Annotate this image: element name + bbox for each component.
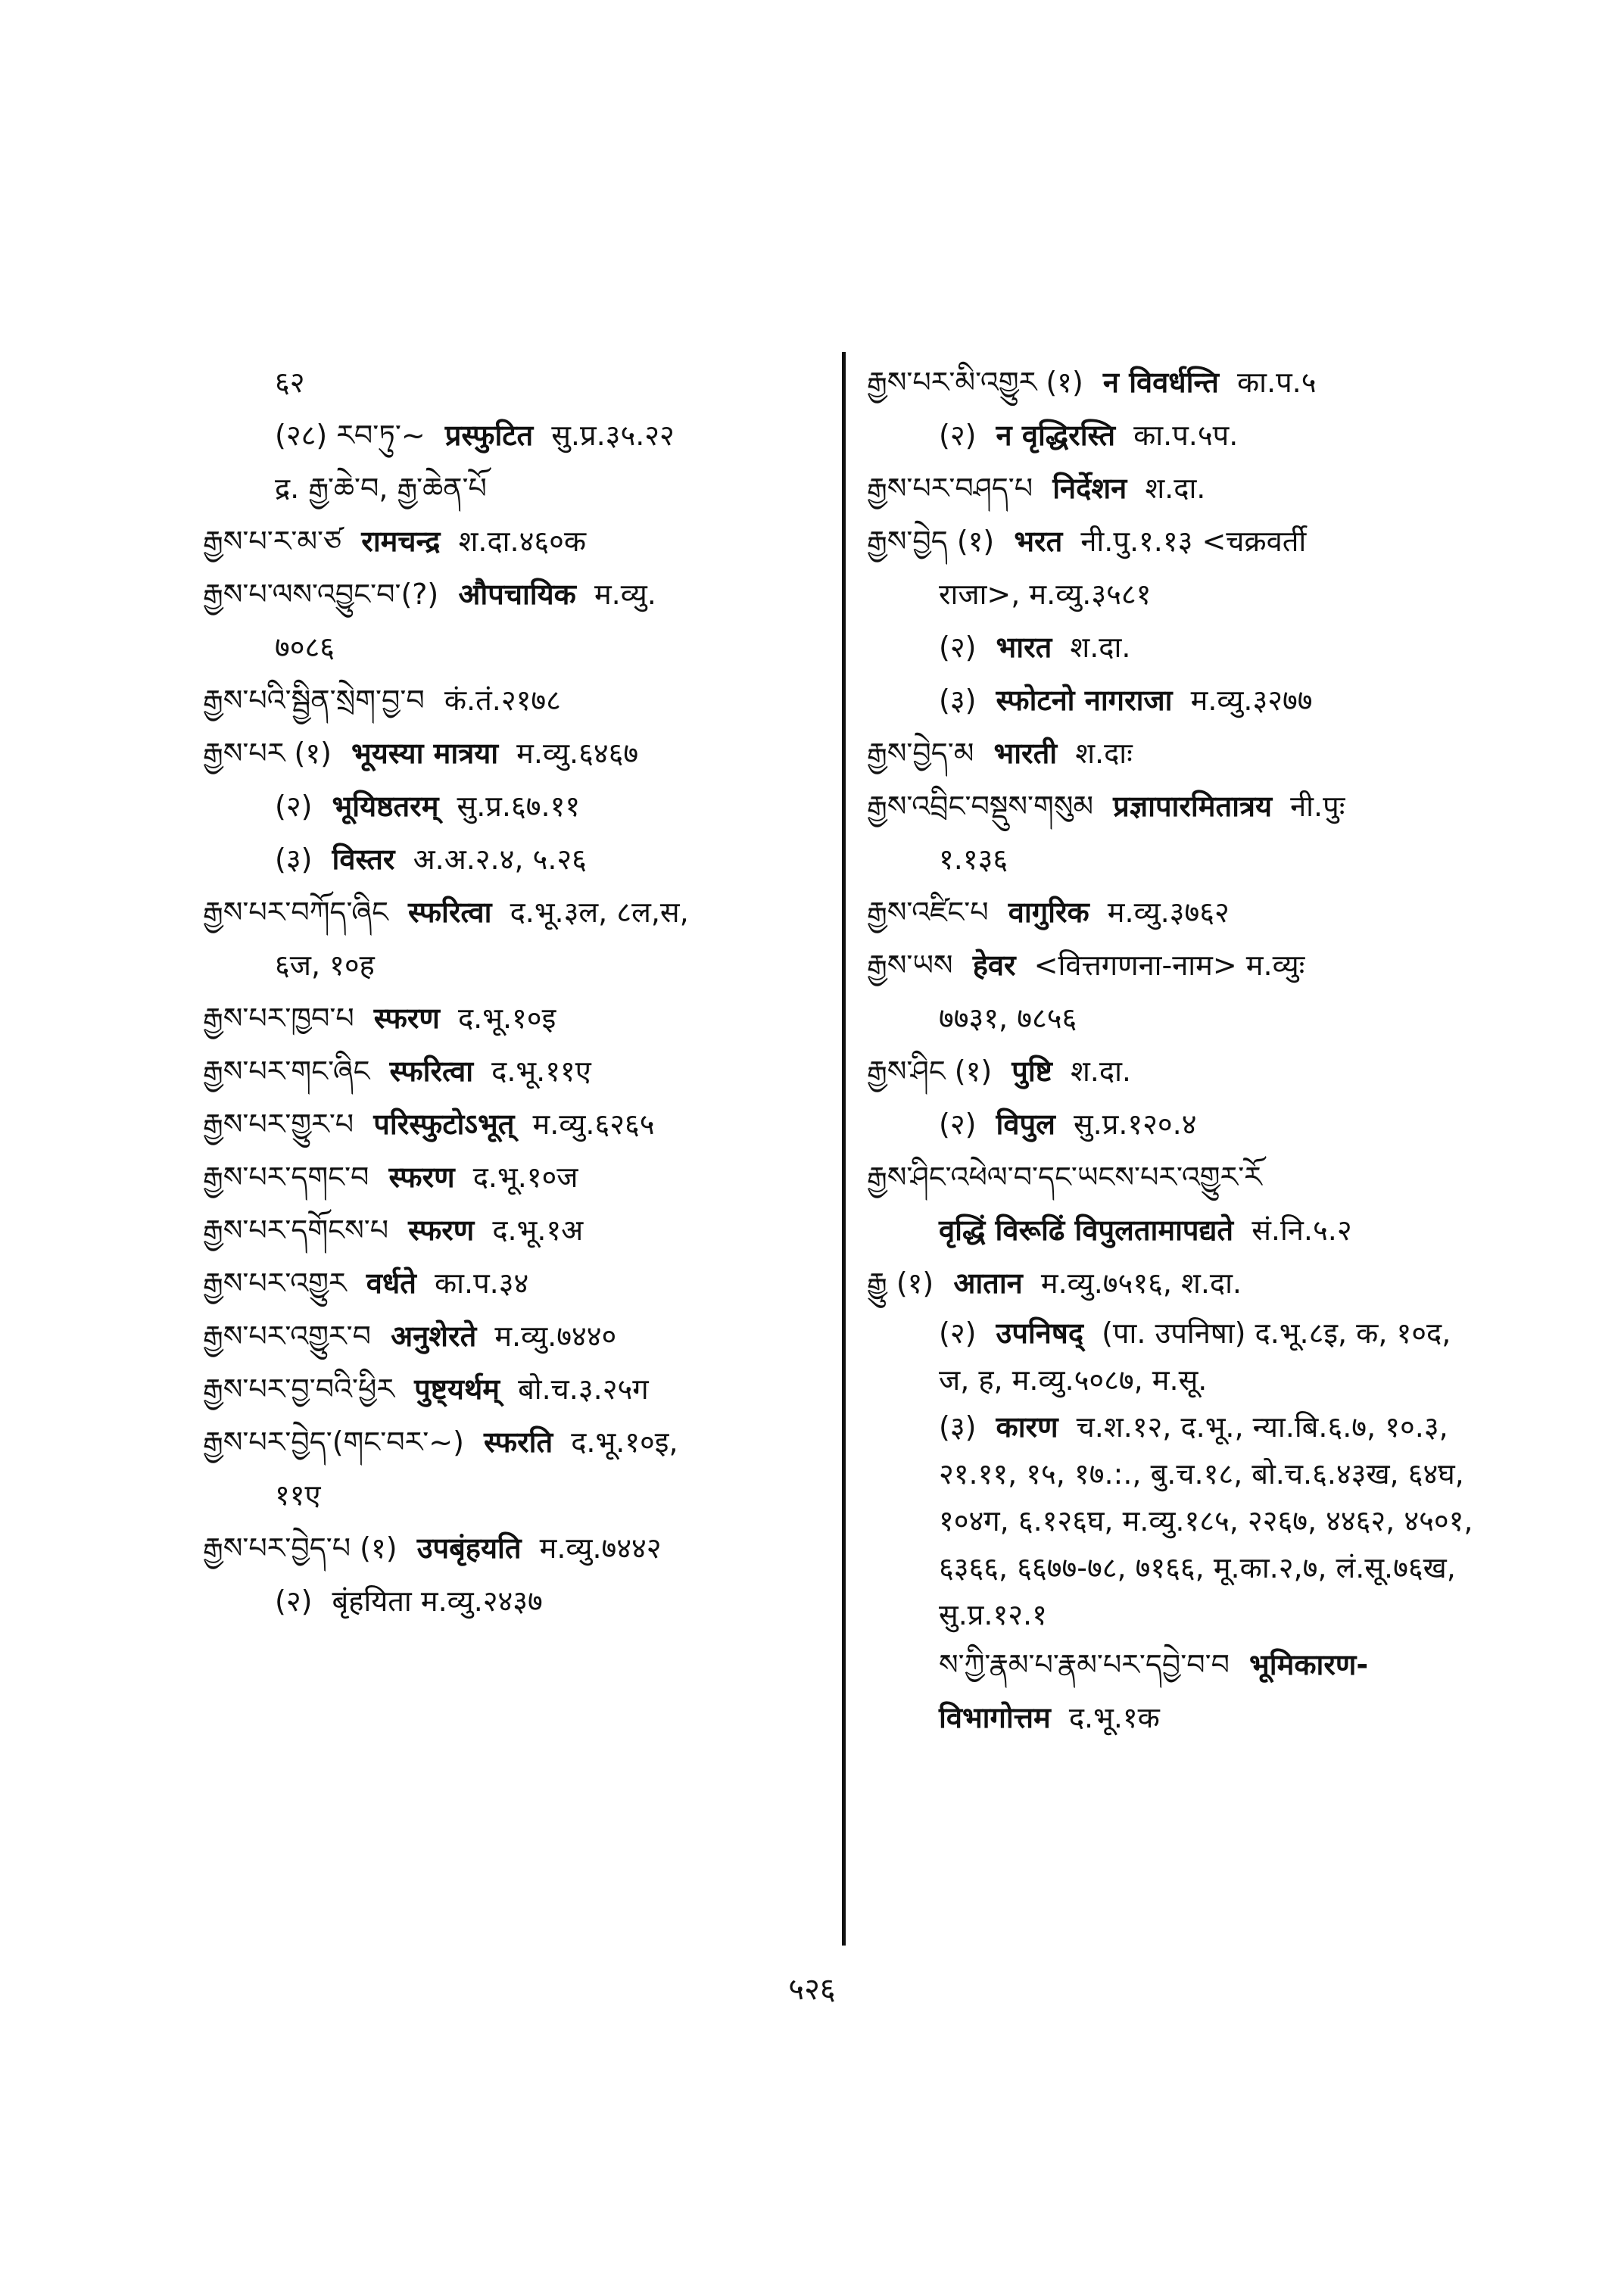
dictionary-entry (203, 1363, 843, 1416)
reference: ६२ (275, 366, 305, 399)
headword: རྒྱས་ཤིང (१) (867, 1055, 993, 1088)
dictionary-entry (203, 1522, 843, 1575)
right-column (867, 356, 1484, 1744)
sanskrit-equivalent: विपुल (996, 1108, 1055, 1141)
reference: श.दा. (1070, 631, 1131, 664)
dictionary-entry (867, 1098, 1484, 1151)
reference: अ.अ.२.४, ५.२६ (413, 843, 587, 876)
headword: རྒྱས་པར་བཤད་པ (867, 472, 1033, 505)
reference: द.भू.१अ (492, 1213, 584, 1247)
dictionary-entry (203, 1204, 843, 1257)
reference: बो.च.३.२५ग (518, 1372, 649, 1406)
reference: श.दा. (1145, 472, 1206, 505)
sanskrit-equivalent: भूमिकारण- (1249, 1648, 1369, 1681)
dictionary-entry (203, 1098, 843, 1151)
headword: རྒྱས་བྱེད་མ (867, 737, 974, 770)
dictionary-entry (203, 1151, 843, 1204)
reference: श.दा.४६०क (458, 525, 587, 558)
headword: (२) (939, 419, 977, 452)
reference: ६ज, १०ह (275, 949, 375, 982)
sanskrit-equivalent: प्रज्ञापारमितात्रय (1113, 790, 1272, 823)
dictionary-entry (203, 674, 843, 727)
dictionary-entry (867, 1638, 1484, 1691)
sanskrit-equivalent: स्फरण (388, 1161, 455, 1194)
sanskrit-equivalent: स्फरित्वा (389, 1055, 474, 1088)
reference: सु.प्र.३५.२२ (551, 419, 675, 452)
dictionary-entry (867, 568, 1484, 621)
reference: च.श.१२, द.भू., न्या.बि.६.७, १०.३, २१.११, १५, १७.:., बु.च.१८, बो.च.६.४३ख, ६४घ, १०४ग, ६.१२६घ, म.व्यु.१८५, २२६७, ४४६२, ४५०१, ६३६६, ६६७७-७८, ७१६६, मू.का.२,७, लं.सू.७६ख, सु.प्र.१२.१ (939, 1410, 1473, 1631)
reference: कं.तं.२१७८ (444, 684, 561, 717)
dictionary-entry (867, 1310, 1484, 1404)
reference: द.भू.१०इ (458, 1002, 556, 1035)
column-divider (842, 352, 846, 1946)
sanskrit-equivalent: वर्धते (366, 1266, 416, 1300)
left-column (203, 356, 843, 1628)
headword: (३) (275, 843, 313, 876)
reference: द.भू.११ए (491, 1055, 591, 1088)
headword: རྒྱས་པ་ལས་འབྱུང་བ་(?) (203, 578, 439, 611)
dictionary-entry (203, 568, 843, 621)
dictionary-entry (203, 1310, 843, 1363)
dictionary-entry (203, 409, 843, 462)
headword: (३) (939, 684, 977, 717)
headword: (२) (275, 790, 313, 823)
dictionary-entry (867, 939, 1484, 992)
headword: རྒྱས་པར་འགྱུར་བ (203, 1319, 371, 1353)
dictionary-entry (867, 1045, 1484, 1098)
sanskrit-equivalent: भारत (996, 631, 1052, 664)
headword: རྒྱས་པར་དགང་བ (203, 1161, 369, 1194)
sanskrit-equivalent: पुष्टि (1011, 1055, 1052, 1088)
sanskrit-equivalent: कारण (996, 1410, 1058, 1444)
sanskrit-equivalent: न वृद्धिरस्ति (996, 419, 1115, 452)
dictionary-entry (203, 356, 843, 409)
reference: १.१३६ (939, 843, 1008, 876)
sanskrit-equivalent: आतान (953, 1266, 1023, 1300)
dictionary-entry (203, 462, 843, 515)
sanskrit-equivalent: भूयिष्ठतरम् (332, 790, 439, 823)
sanskrit-equivalent: स्फरित्वा (407, 896, 492, 929)
dictionary-entry (203, 1045, 843, 1098)
dictionary-entry (867, 1404, 1484, 1638)
dictionary-entry (867, 356, 1484, 409)
reference: का.प.५ (1236, 366, 1317, 399)
dictionary-entry (867, 621, 1484, 674)
reference: म.व्यु.३२७७ (1190, 684, 1313, 717)
sanskrit-equivalent: स्फरति (484, 1425, 553, 1459)
dictionary-entry (867, 727, 1484, 780)
dictionary-entry (203, 621, 843, 674)
sanskrit-equivalent: उपबृंहयति (416, 1531, 522, 1565)
dictionary-entry (203, 1575, 843, 1628)
reference: द.भू.१०इ, (571, 1425, 678, 1459)
sanskrit-equivalent: स्फरण (373, 1002, 440, 1035)
headword: ས་ཀྱི་རྣམ་པ་རྣམ་པར་དབྱེ་བ་བ (939, 1648, 1230, 1681)
reference: का.प.५प. (1133, 419, 1239, 452)
reference: (पा. उपनिषा) द.भू.८इ, क, १०द, ज, ह, म.व्यु.५०८७, म.सू. (939, 1316, 1451, 1397)
reference: ७७३१, ७८५६ (939, 1002, 1077, 1035)
headword: རྒྱས་པར་འགྱུར (203, 1266, 347, 1300)
headword: རྒྱས་པར (१) (203, 737, 332, 770)
headword: (२) (939, 631, 977, 664)
sanskrit-equivalent: परिस्फुटोऽभूत् (373, 1108, 515, 1141)
reference: म.व्यु.३७६२ (1107, 896, 1230, 929)
reference: बृंहयिता म.व्यु.२४३७ (332, 1584, 543, 1618)
sanskrit-equivalent: प्रस्फुटित (444, 419, 534, 452)
reference: नी.पु.१.१३ <चक्रवर्ती (1080, 525, 1307, 558)
reference: द.भू.१०ज (472, 1161, 578, 1194)
headword: རྒྱས་པར་ཁྱབ་པ (203, 1002, 354, 1035)
headword: (२) (939, 1108, 977, 1141)
headword: (२) (939, 1316, 977, 1350)
sanskrit-equivalent: भारती (993, 737, 1058, 770)
dictionary-entry (203, 1257, 843, 1310)
dictionary-entry (867, 833, 1484, 886)
sanskrit-equivalent: विभागोत्तम (939, 1701, 1051, 1734)
headword: རྒྱས་པའི་སྦྱིན་སྲེག་བྱ་བ (203, 684, 425, 717)
reference: <वित्तगणना-नाम> म.व्युः (1033, 949, 1305, 982)
dictionary-entry (867, 780, 1484, 833)
sanskrit-equivalent: स्फरण (408, 1213, 475, 1247)
reference: राजा>, म.व्यु.३५८१ (939, 578, 1152, 611)
dictionary-entry (867, 515, 1484, 568)
sanskrit-equivalent: भरत (1014, 525, 1063, 558)
headword: རྒྱས་བྱེད (१) (867, 525, 995, 558)
headword: (३) (939, 1410, 977, 1444)
reference: म.व्यु.७५१६, श.दा. (1040, 1266, 1242, 1300)
sanskrit-equivalent: वागुरिक (1008, 896, 1089, 929)
headword: རྒྱས་པར་བྱེད་(གང་བར་~) (203, 1425, 464, 1459)
sanskrit-equivalent: भूयस्या मात्रया (351, 737, 499, 770)
dictionary-entry (867, 462, 1484, 515)
dictionary-entry (203, 939, 843, 992)
reference: ११ए (275, 1478, 321, 1512)
headword: རྒྱས་ཤིང་འཕེལ་བ་དང་ཡངས་པར་འགྱུར་རོ (867, 1161, 1262, 1194)
dictionary-entry (867, 1691, 1484, 1744)
sanskrit-equivalent: हेवर (972, 949, 1016, 982)
headword: རྒྱས་པར་དགོངས་པ (203, 1213, 389, 1247)
dictionary-entry (867, 886, 1484, 939)
reference: द्र. རྒྱ་ཆེ་བ, རྒྱ་ཆེན་པོ (275, 472, 487, 505)
reference: म.व्यु.६४६७ (516, 737, 639, 770)
headword: རྒྱས་འབྲིང་བསྡུས་གསུམ (867, 790, 1094, 823)
dictionary-entry (867, 1257, 1484, 1310)
reference: सं.नि.५.२ (1252, 1213, 1352, 1247)
page-number: ५२६ (788, 1972, 836, 2007)
headword: རྒྱས་འཛིང་པ (867, 896, 989, 929)
reference: का.प.३४ (434, 1266, 529, 1300)
dictionary-entry (867, 409, 1484, 462)
headword: རྒྱས་པར་གྱུར་པ (203, 1108, 354, 1141)
headword: རྒྱས་པར་མི་འགྱུར (१) (867, 366, 1083, 399)
sanskrit-equivalent: वृद्धिं विरूढिं विपुलतामापद्यते (939, 1213, 1234, 1247)
reference: म.व्यु.७४४२ (539, 1531, 662, 1565)
reference: म.व्यु. (594, 578, 656, 611)
headword: རྒྱས་པ་ར་མ་ཙ (203, 525, 342, 558)
sanskrit-equivalent: विस्तर (332, 843, 395, 876)
reference: नी.पुः (1290, 790, 1345, 823)
reference: ७०८६ (275, 631, 335, 664)
sanskrit-equivalent: रामचन्द्र (361, 525, 441, 558)
reference: म.व्यु.६२६५ (532, 1108, 655, 1141)
reference: द.भू.१क (1068, 1701, 1160, 1734)
dictionary-entry (867, 1204, 1484, 1257)
dictionary-entry (867, 1151, 1484, 1204)
reference: द.भू.३ल, ८ल,स, (510, 896, 689, 929)
headword: རྒྱས་ཡས (867, 949, 953, 982)
dictionary-entry (203, 833, 843, 886)
reference: म.व्यु.७४४० (494, 1319, 617, 1353)
sanskrit-equivalent: न विवर्धन्ति (1102, 366, 1219, 399)
headword: རྒྱས་པར་གང་ཞིང (203, 1055, 370, 1088)
headword: རྒྱུ (१) (867, 1266, 934, 1300)
sanskrit-equivalent: औपचायिक (458, 578, 576, 611)
dictionary-entry (203, 780, 843, 833)
sanskrit-equivalent: स्फोटनो नागराजा (996, 684, 1173, 717)
sanskrit-equivalent: अनुशेरते (391, 1319, 477, 1353)
headword: (२८) རབ་ཏུ་~ (275, 419, 425, 452)
sanskrit-equivalent: उपनिषद् (996, 1316, 1083, 1350)
headword: རྒྱས་པར་བཀོད་ཞིང (203, 896, 388, 929)
reference: सु.प्र.१२०.४ (1073, 1108, 1197, 1141)
dictionary-entry (203, 992, 843, 1045)
headword: རྒྱས་པར་བྱ་བའི་ཕྱིར (203, 1372, 395, 1406)
dictionary-entry (203, 727, 843, 780)
reference: सु.प्र.६७.११ (457, 790, 581, 823)
sanskrit-equivalent: निर्देशन (1052, 472, 1127, 505)
dictionary-entry (203, 1416, 843, 1469)
reference: श.दाः (1075, 737, 1133, 770)
headword: རྒྱས་པར་བྱེད་པ (१) (203, 1531, 397, 1565)
dictionary-entry (867, 674, 1484, 727)
headword: (२) (275, 1584, 313, 1618)
dictionary-entry (203, 886, 843, 939)
dictionary-entry (203, 515, 843, 568)
dictionary-entry (867, 992, 1484, 1045)
reference: श.दा. (1070, 1055, 1131, 1088)
sanskrit-equivalent: पुष्ट्यर्थम् (414, 1372, 500, 1406)
dictionary-entry (203, 1469, 843, 1522)
